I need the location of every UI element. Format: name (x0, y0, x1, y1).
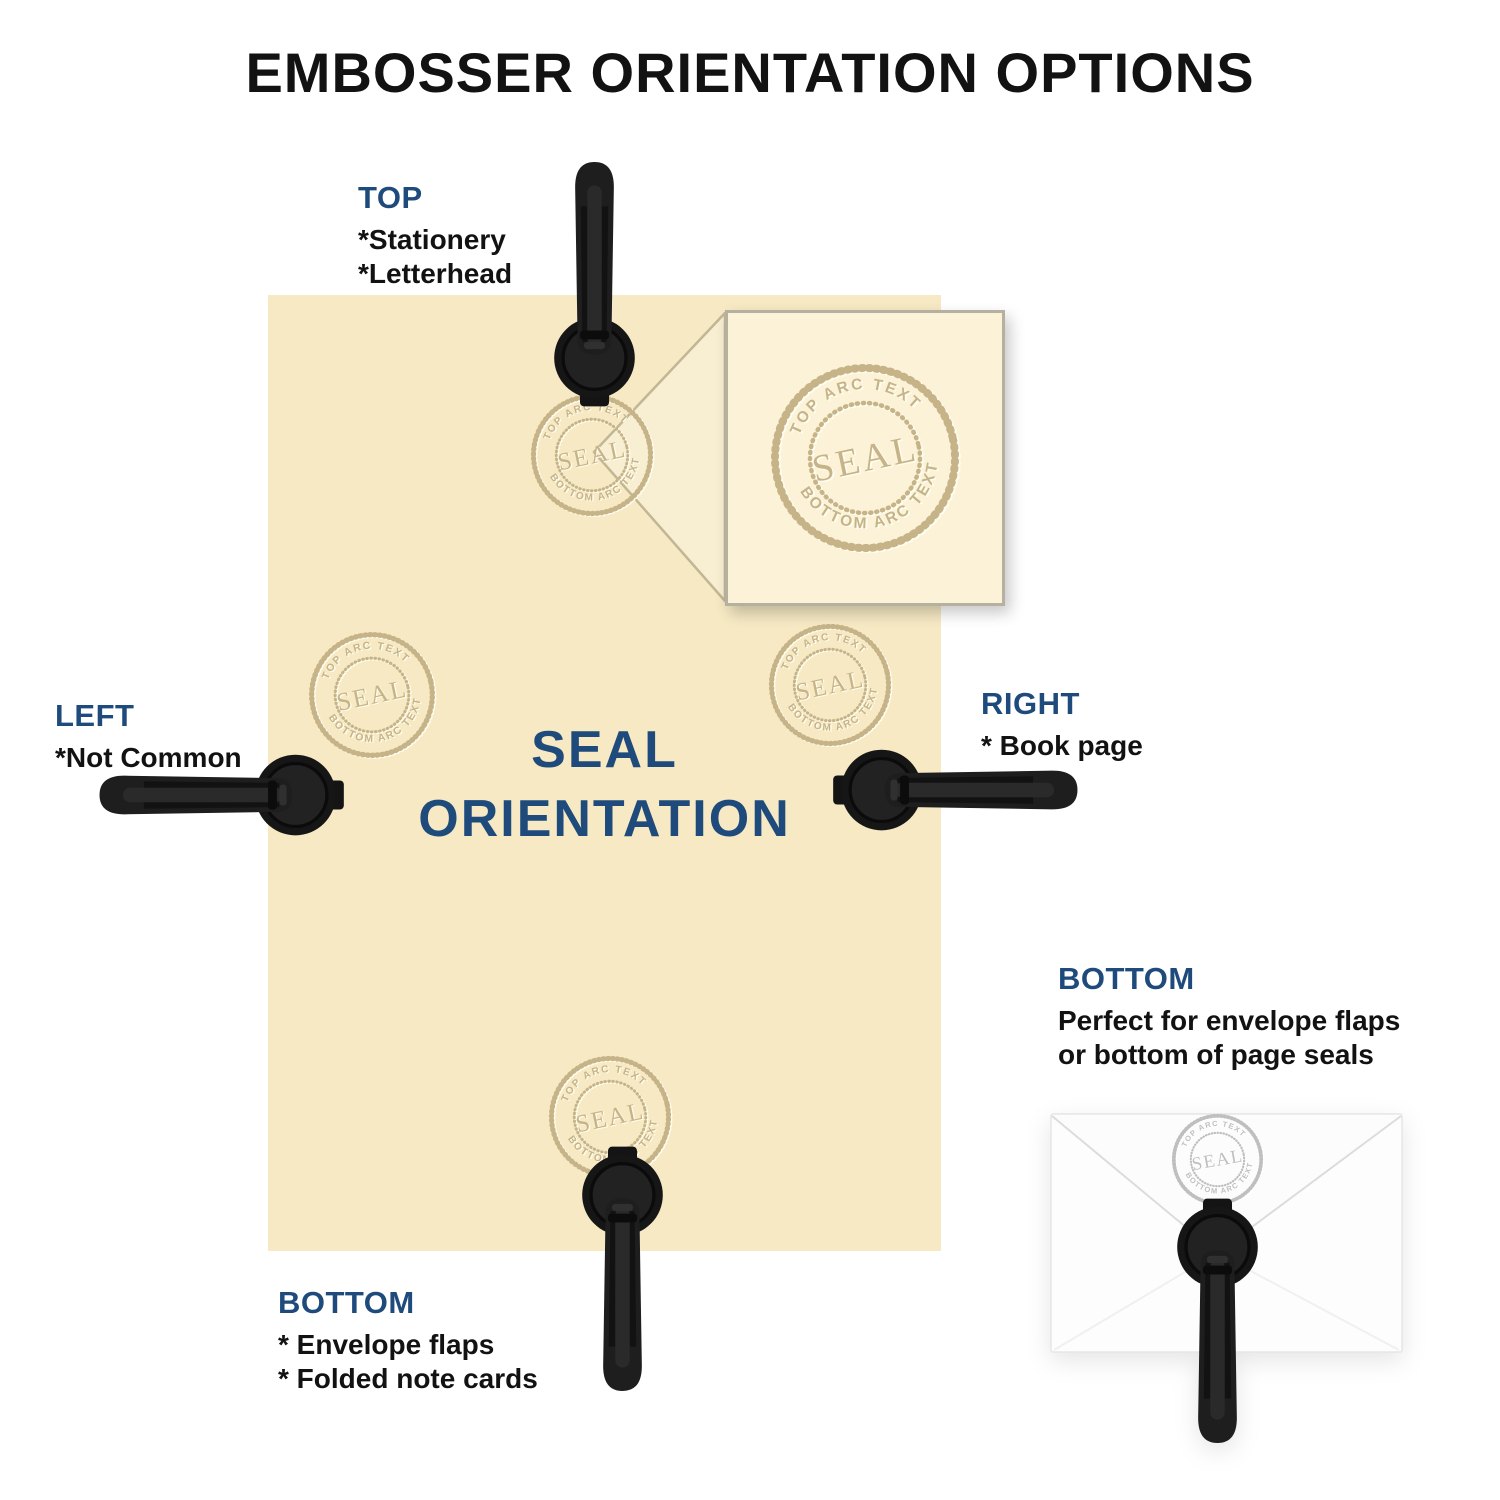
annotation-top (358, 180, 512, 291)
annotation-bottom-left-item: * Folded note cards (278, 1363, 538, 1395)
seal-orientation-line1: SEAL (531, 721, 678, 779)
annotation-bottom-right-line: or bottom of page seals (1058, 1039, 1374, 1071)
seal-orientation-line2: ORIENTATION (418, 789, 791, 848)
annotation-bottom-left-item: * Envelope flaps (278, 1329, 495, 1360)
envelope-embosser-clamp (1165, 1189, 1270, 1447)
annotation-left-header: LEFT (55, 698, 135, 733)
annotation-bottom-left-header: BOTTOM (278, 1285, 415, 1320)
annotation-top-item: *Letterhead (358, 258, 513, 290)
annotation-right (981, 686, 1143, 763)
embosser-clamp-top (542, 158, 647, 416)
page-title: EMBOSSER ORIENTATION OPTIONS (245, 41, 1255, 104)
annotation-left (55, 698, 242, 775)
annotation-right-header: RIGHT (981, 686, 1080, 721)
inset-embossed-seal (746, 339, 983, 576)
annotation-bottom-right (1058, 961, 1400, 1072)
annotation-bottom-right-header: BOTTOM (1058, 961, 1195, 996)
annotation-right-item: * Book page (981, 730, 1143, 761)
seal-detail-inset (725, 310, 1005, 606)
annotation-top-item: *Stationery (358, 224, 506, 255)
annotation-left-item: *Not Common (55, 742, 242, 773)
annotation-top-header: TOP (358, 180, 423, 215)
annotation-bottom-left (278, 1285, 538, 1396)
annotation-bottom-right-line: Perfect for envelope flaps (1058, 1005, 1401, 1036)
embosser-clamp-bottom (570, 1137, 675, 1395)
envelope-photo (1048, 1108, 1405, 1358)
